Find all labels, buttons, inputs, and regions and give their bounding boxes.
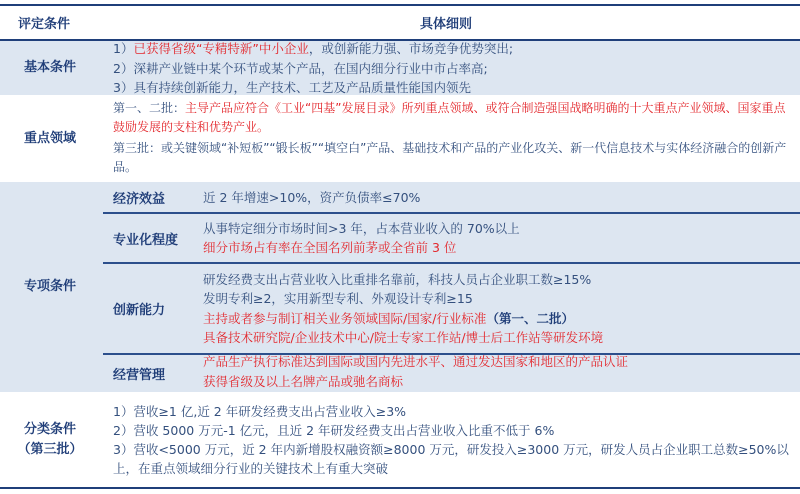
focus-batch3: 第三批：或关键领域“补短板”“锻长板”“填空白”产品、基础技术和产品的产业化攻关、新一代信息技术与实体经济融合的创新产品。 — [113, 141, 787, 174]
bottom-rule — [0, 487, 800, 489]
special-economic — [103, 182, 800, 213]
economic-text: 近 2 年增速>10%，资产负债率≤70% — [203, 189, 421, 205]
management-label: 经营管理 — [113, 368, 166, 383]
focus-batch12: 第一、二批：主导产品应符合《工业“四基”发展目录》所列重点领域、或符合制造强国战略明确的十大重点产业领域、国家重点鼓励发展的支柱和优势产业。 — [113, 101, 786, 134]
basic-item-2: 2）深耕产业链中某个环节或某个产品，在国内细分行业中市占率高; — [113, 60, 488, 76]
special-innovation — [103, 264, 800, 353]
focus-details — [113, 99, 792, 177]
basic-label: 基本条件 — [23, 60, 76, 75]
basic-item-3: 3）具有持续创新能力，生产技术、工艺及产品质量性能国内领先 — [113, 80, 471, 95]
specialization-line1: 从事特定细分市场时间>3 年，占本营业收入的 70%以上 — [203, 220, 520, 236]
classification-item-3: 3）营收<5000 万元，近 2 年内新增股权融资额≥8000 万元，研发投入≥3000 万元，研发人员占企业职工总数≥50%以上，在重点领域细分行业的关键技术上有重大突破 — [113, 442, 789, 476]
special-management — [103, 355, 800, 392]
row-basic — [0, 41, 800, 95]
focus-label: 重点领域 — [23, 130, 76, 146]
economic-label: 经济效益 — [113, 192, 166, 207]
innovation-line1: 研发经费支出占营业收入比重排名靠前，科技人员占企业职工数≥15% — [203, 271, 592, 287]
classification-item-1: 1）营收≥1 亿,近 2 年研发经费支出占营业收入≥3% — [113, 404, 407, 419]
classification-item-2: 2）营收 5000 万元-1 亿元，且近 2 年研发经费支出占营业收入比重不低于 6% — [113, 423, 555, 438]
header-criteria: 评定条件 — [18, 16, 71, 32]
innovation-line2: 发明专利≥2，实用新型专利、外观设计专利≥15 — [203, 291, 473, 306]
innovation-line4: 具备技术研究院/企业技术中心/院士专家工作站/博士后工作站等研发环境 — [203, 330, 604, 345]
classification-label: 分类条件 （第三批） — [17, 421, 83, 457]
header-details: 具体细则 — [420, 16, 473, 32]
basic-item-1: 1）已获得省级“专精特新”中小企业，或创新能力强、市场竞争优势突出; — [113, 41, 514, 56]
specialization-label: 专业化程度 — [113, 232, 179, 248]
management-line2: 获得省级及以上名牌产品或驰名商标 — [203, 373, 404, 389]
special-specialization — [103, 214, 800, 262]
innovation-label: 创新能力 — [113, 303, 166, 318]
top-rule — [0, 4, 800, 6]
management-line1: 产品生产执行标准达到国际或国内先进水平、通过发达国家和地区的产品认证 — [203, 354, 629, 369]
row-focus — [0, 95, 800, 182]
classification-details — [113, 402, 792, 478]
special-label: 专项条件 — [23, 279, 76, 294]
specialization-line2: 细分市场占有率在全国名列前茅或全省前 3 位 — [203, 240, 457, 255]
basic-details — [113, 39, 792, 98]
row-classification — [0, 392, 800, 487]
innovation-line3: 主持或者参与制订相关业务领域国际/国家/行业标准（第一、二批） — [203, 310, 574, 326]
